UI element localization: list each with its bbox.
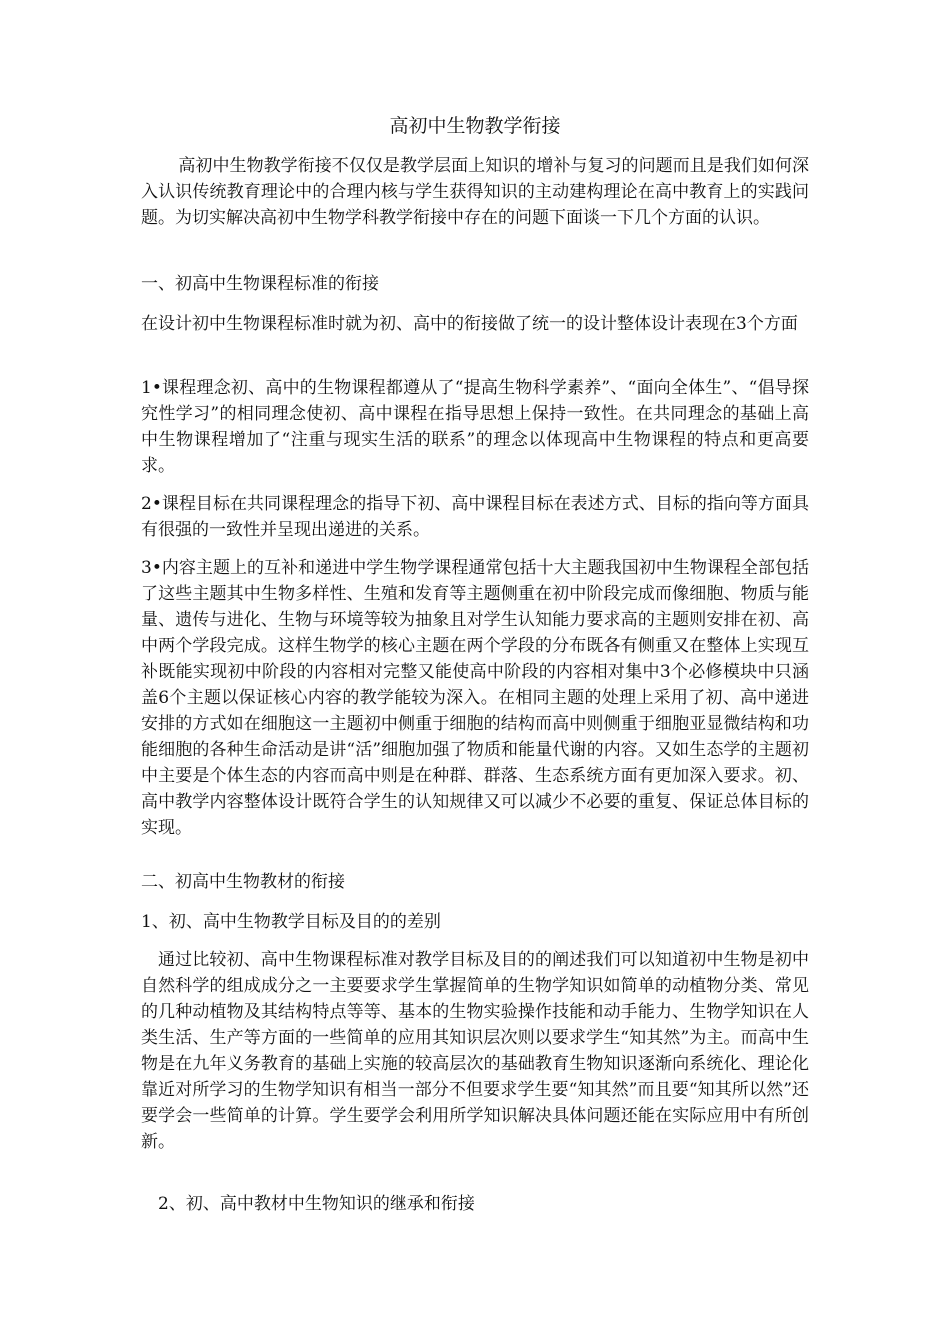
intro-paragraph: 高初中生物教学衔接不仅仅是教学层面上知识的增补与复习的问题而且是我们如何深入认识传统教育理论中的合理内核与学生获得知识的主动建构理论在高中教育上的实践问题。为切实解决高初中生物学科教学衔接中存在的问题下面谈一下几个方面的认识。 bbox=[141, 156, 809, 228]
subsection1-paragraph: 通过比较初、高中生物课程标准对教学目标及目的的阐述我们可以知道初中生物是初中自然科学的组成成分之一主要要求学生掌握简单的生物学知识如简单的动植物分类、常见的几种动植物及其结构特点等等、基本的生物实验操作技能和动手能力、生物学知识在人类生活、生产等方面的一些简单的应用其知识层次则以要求学生“知其然”为主。而高中生物是在九年义务教育的基础上实施的较高层次的基础教育生物知识逐渐向系统化、理论化靠近对所学习的生物学知识有相当一部分不但要求学生要“知其然”而且要“知其所以然”还要学会一些简单的计算。学生要学会利用所学知识解决具体问题还能在实际应用中有所创新。 bbox=[141, 950, 809, 1152]
subsection2-heading: 2、初、高中教材中生物知识的继承和衔接 bbox=[158, 1194, 475, 1214]
section1-lead-paragraph: 在设计初中生物课程标准时就为初、高中的衔接做了统一的设计整体设计表现在3个方面 bbox=[141, 314, 798, 334]
document-title: 高初中生物教学衔接 bbox=[389, 115, 561, 137]
point1-paragraph: 1•课程理念初、高中的生物课程都遵从了“提高生物科学素养”、“面向全体生”、“倡导探究性学习”的相同理念使初、高中课程在指导思想上保持一致性。在共同理念的基础上高中生物课程增加了“注重与现实生活的联系”的理念以体现高中生物课程的特点和更高要求。 bbox=[141, 378, 809, 476]
section1-heading: 一、初高中生物课程标准的衔接 bbox=[141, 274, 379, 294]
point2-paragraph: 2•课程目标在共同课程理念的指导下初、高中课程目标在表述方式、目标的指向等方面具有很强的一致性并呈现出递进的关系。 bbox=[141, 494, 809, 540]
subsection1-heading: 1、初、高中生物教学目标及目的的差别 bbox=[141, 912, 441, 932]
point3-paragraph: 3•内容主题上的互补和递进中学生物学课程通常包括十大主题我国初中生物课程全部包括了这些主题其中生物多样性、生殖和发育等主题侧重在初中阶段完成而像细胞、物质与能量、遗传与进化、生物与环境等较为抽象且对学生认知能力要求高的主题则安排在初、高中两个学段完成。这样生物学的核心主题在两个学段的分布既各有侧重又在整体上实现互补既能实现初中阶段的内容相对完整又能使高中阶段的内容相对集中3个必修模块中只涵盖6个主题以保证核心内容的教学能较为深入。在相同主题的处理上采用了初、高中递进安排的方式如在细胞这一主题初中侧重于细胞的结构而高中则侧重于细胞亚显微结构和功能细胞的各种生命活动是讲“活”细胞加强了物质和能量代谢的内容。又如生态学的主题初中主要是个体生态的内容而高中则是在种群、群落、生态系统方面有更加深入要求。初、高中教学内容整体设计既符合学生的认知规律又可以减少不必要的重复、保证总体目标的实现。 bbox=[141, 558, 809, 838]
section2-heading: 二、初高中生物教材的衔接 bbox=[141, 872, 345, 892]
